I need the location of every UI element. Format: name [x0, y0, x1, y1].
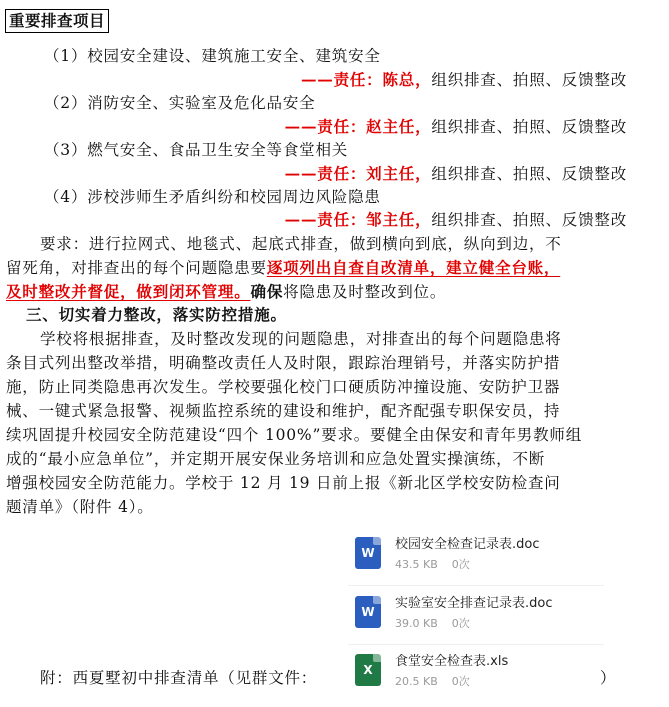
file-size: 20.5 KB: [395, 675, 438, 688]
resp-comma: ，: [415, 70, 432, 89]
responsibility-line: [285, 117, 627, 137]
check-item: （3）燃气安全、食品卫生安全等食堂相关: [44, 141, 349, 159]
body-line: 施，防止同类隐患再次发生。学校要强化校门口硬质防冲撞设施、安防护卫器: [6, 378, 561, 396]
resp-prefix: 责任：: [317, 210, 367, 229]
download-count: 0次: [451, 617, 470, 630]
section-3-title: 三、切实着力整改，落实防控措施。: [26, 305, 287, 324]
body-line: 题清单》（附件 4）。: [6, 498, 154, 516]
word-file-icon: W: [355, 596, 381, 628]
requirement-emphasis: 逐项列出自查自改清单，建立健全台账，: [266, 258, 561, 277]
requirement-text: 将隐患及时整改到位。: [283, 283, 447, 301]
resp-prefix: 责任：: [317, 164, 367, 183]
responsibility-line: [285, 210, 627, 230]
file-attachment[interactable]: [348, 530, 604, 580]
requirement-line-1: 要求：进行拉网式、地毯式、起底式排查，做到横向到底，纵向到边，不: [40, 235, 562, 253]
resp-tasks: 组织排查、拍照、反馈整改: [431, 211, 627, 229]
check-item: （4）涉校涉师生矛盾纠纷和校园周边风险隐患: [44, 188, 381, 206]
resp-dash: ——: [284, 117, 318, 136]
divider: [348, 585, 604, 586]
file-meta: [395, 615, 484, 631]
download-count: 0次: [451, 558, 470, 571]
resp-dash: ——: [284, 210, 318, 229]
file-name: 食堂安全检查表.xls: [395, 654, 509, 669]
requirement-text: 留死角，对排查出的每个问题隐患要: [6, 259, 267, 277]
responsibility-line: [285, 164, 627, 184]
requirement-line-2: [6, 258, 560, 278]
body-line: 续巩固提升校园安全防范建设“四个 100%”要求。要健全由保安和青年男教师组: [6, 426, 582, 444]
requirement-line-3: [6, 282, 446, 302]
excel-file-icon: X: [355, 654, 381, 686]
resp-prefix: 责任：: [317, 117, 367, 136]
resp-comma: ，: [415, 117, 432, 136]
file-name: 校园安全检查记录表.doc: [395, 537, 540, 552]
body-line: 增强校园安全防范能力。学校于 12 月 19 日前上报《新北区学校安防检查问: [6, 474, 561, 492]
file-meta: [395, 556, 484, 572]
check-item: （2）消防安全、实验室及危化品安全: [44, 94, 316, 112]
download-count: 0次: [451, 675, 470, 688]
resp-name: 刘主任: [366, 164, 416, 183]
body-line: 械、一键式紧急报警、视频监控系统的建设和维护，配齐配强专职保安员，持: [6, 402, 561, 420]
resp-dash: ——: [284, 164, 318, 183]
file-name: 实验室安全排查记录表.doc: [395, 596, 553, 611]
word-file-icon: W: [355, 537, 381, 569]
file-meta: [395, 673, 484, 689]
file-attachment[interactable]: [348, 647, 604, 697]
check-item: （1）校园安全建设、建筑施工安全、建筑安全: [44, 47, 381, 65]
file-size: 39.0 KB: [395, 617, 438, 630]
resp-comma: ，: [415, 164, 432, 183]
attachment-close: ）: [600, 669, 617, 687]
file-attachment[interactable]: [348, 589, 604, 639]
resp-name: 陈总: [382, 70, 416, 89]
divider: [348, 644, 604, 645]
resp-tasks: 组织排查、拍照、反馈整改: [431, 71, 627, 89]
resp-prefix: 责任：: [333, 70, 383, 89]
resp-dash: ——: [300, 70, 334, 89]
resp-tasks: 组织排查、拍照、反馈整改: [431, 165, 627, 183]
requirement-bold: 确保: [250, 282, 284, 301]
section-heading: 重要排查项目: [5, 9, 109, 33]
resp-tasks: 组织排查、拍照、反馈整改: [431, 118, 627, 136]
resp-comma: ，: [415, 210, 432, 229]
resp-name: 赵主任: [366, 117, 416, 136]
responsibility-line: [301, 70, 627, 90]
requirement-emphasis: 及时整改并督促，做到闭环管理。: [6, 282, 251, 301]
resp-name: 邹主任: [366, 210, 416, 229]
body-line: 条目式列出整改举措，明确整改责任人及时限，跟踪治理销号，并落实防护措: [6, 354, 561, 372]
file-size: 43.5 KB: [395, 558, 438, 571]
body-line: 学校将根据排查，及时整改发现的问题隐患，对排查出的每个问题隐患将: [40, 330, 562, 348]
body-line: 成的“最小应急单位”，并定期开展安保业务培训和应急处置实操演练，不断: [6, 450, 546, 468]
attachment-note: 附：西夏墅初中排查清单（见群文件：: [40, 669, 318, 687]
